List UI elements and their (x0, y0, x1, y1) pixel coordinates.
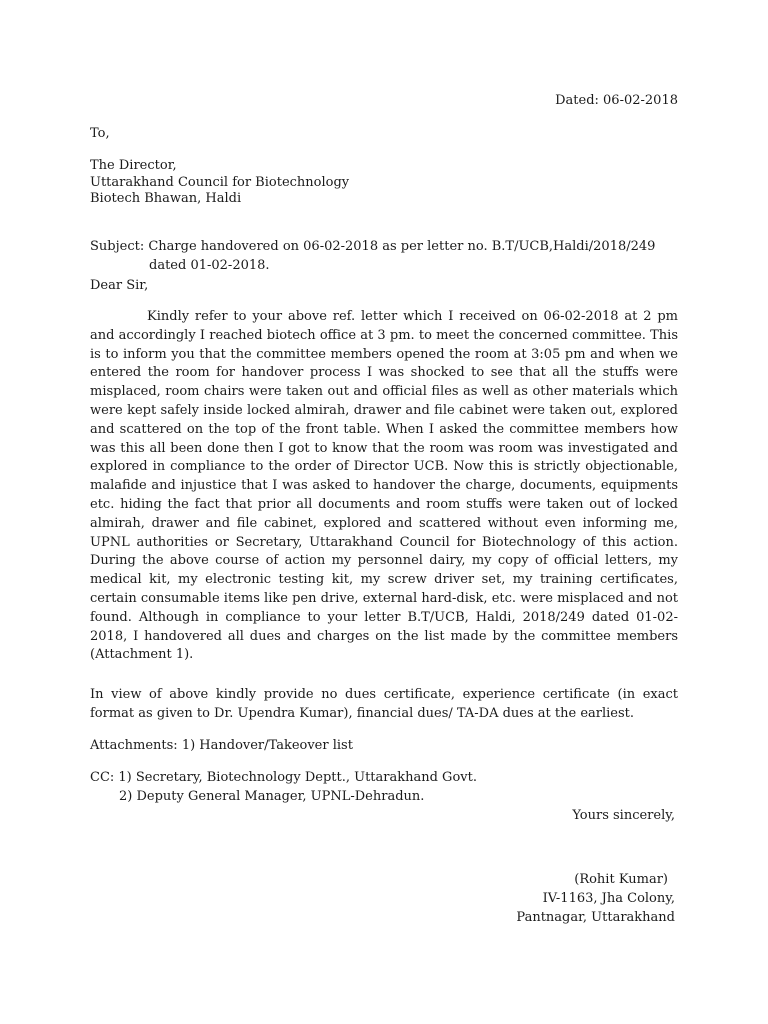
attachments-line: Attachments: 1) Handover/Takeover list (90, 738, 353, 753)
body-paragraph-2: In view of above kindly provide no dues certificate, experience certificate (in exact format as given to Dr. Upendra Kumar), financial dues/ TA-DA dues at the earliest. (90, 687, 678, 721)
sender-name: (Rohit Kumar) (574, 872, 668, 887)
recipient-line-3: Biotech Bhawan, Haldi (90, 191, 242, 206)
greeting: Dear Sir, (90, 278, 149, 293)
body-paragraph-1-text: Kindly refer to your above ref. letter which I received on 06-02-2018 at 2 pm and accordingly I reached biotech office at 3 pm. to meet the concerned committee. This is to inform you that the committee members opened the room at 3:05 pm and when we entered the room for handover process I was shocked to see that all the stuffs were misplaced, room chairs were taken out and official files as well as other materials which were kept safely inside locked almirah, drawer and file cabinet were taken out, explored and scattered on the top of the front table. When I asked the committee members how was this all been done then I got to know that the room was room was investigated and explored in compliance to the order of Director UCB. Now this is strictly objectionable, malafide and injustice that I was asked to handover the charge, documents, equipments etc. hiding the fact that prior all documents and room stuffs were taken out of locked almirah, drawer and file cabinet, explored and scattered without even informing me, UPNL authorities or Secretary, Uttarakhand Council for Biotechnology of this action. During the above course of action my personnel dairy, my copy of official letters, my medical kit, my electronic testing kit, my screw driver set, my training certificates, certain consumable items like pen drive, external hard-disk, etc. were misplaced and not found. Although in compliance to your letter B.T/UCB, Haldi, 2018/249 dated 01-02-2018, I handovered all dues and charges on the list made by the committee members (Attachment 1). (90, 309, 678, 663)
recipient-line-2: Uttarakhand Council for Biotechnology (90, 175, 350, 190)
subject-line-2: dated 01-02-2018. (149, 258, 270, 273)
letter-date: Dated: 06-02-2018 (555, 93, 678, 108)
body-paragraph-1 (90, 308, 678, 665)
cc-line-2: 2) Deputy General Manager, UPNL-Dehradun. (119, 789, 425, 804)
cc-line-1: CC: 1) Secretary, Biotechnology Deptt., Uttarakhand Govt. (90, 770, 477, 785)
to-label: To, (90, 126, 110, 141)
subject-line-1: Subject: Charge handovered on 06-02-2018 as per letter no. B.T/UCB,Haldi/2018/249 (90, 239, 656, 254)
sender-address-1: IV-1163, Jha Colony, (542, 891, 675, 906)
sender-address-2: Pantnagar, Uttarakhand (516, 910, 675, 925)
recipient-line-1: The Director, (90, 158, 177, 173)
closing: Yours sincerely, (572, 808, 675, 823)
